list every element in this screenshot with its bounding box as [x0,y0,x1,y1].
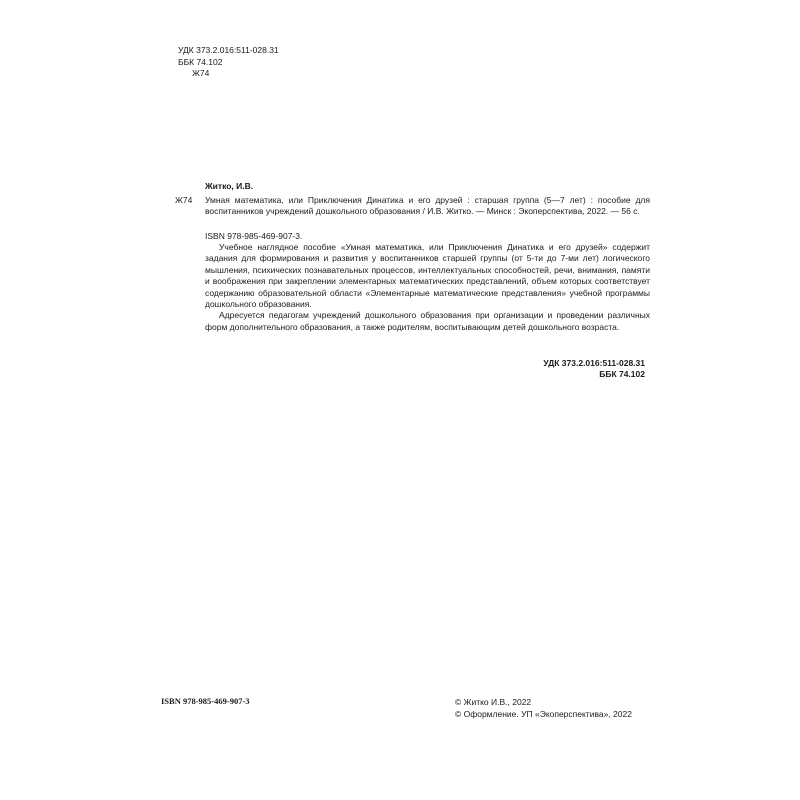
footer-isbn: ISBN 978-985-469-907-3 [161,696,250,706]
copyright-author: © Житко И.В., 2022 [455,697,532,707]
udk-code-bold: УДК 373.2.016:511-028.31 [543,358,645,368]
copyright-block [455,696,632,720]
bbk-code-bold: ББК 74.102 [599,369,645,380]
bbk-code: ББК 74.102 [178,56,223,67]
classification-header [178,45,279,80]
cutter-mark: Ж74 [175,195,193,205]
udk-code: УДК 373.2.016:511-028.31 [178,45,279,55]
annotation-paragraph: Учебное наглядное пособие «Умная математика, или Приключения Динатика и его друзей» содержит задания для формирования и развития у воспитанников старшей группы (от 5-ти до 7-ми лет) логического мышления, психических познавательных процессов, интеллектуальных способностей, речи, внимания, памяти и воображения при закреплении элементарных математических представлений, объем которых соответствует содержанию образовательной области «Элементарные математические представления» учебной программы дошкольного образования. [205,242,650,310]
isbn-line: ISBN 978-985-469-907-3. [205,231,303,241]
author-heading: Житко, И.В. [205,181,254,191]
annotation-paragraph: Адресуется педагогам учреждений дошкольного образования при организации и проведении различных форм дополнительного образования, а также родителям, воспитывающим детей дошкольного возраста. [205,310,650,332]
bibliographic-description: Умная математика, или Приключения Динатика и его друзей : старшая группа (5—7 лет) : пособие для воспитанников учреждений дошкольного образования / И.В. Житко. — Минск : Экоперспектива, 2022. — 56 с. [205,195,650,217]
cutter-code: Ж74 [192,68,210,78]
classification-codes [543,358,645,381]
copyright-design: © Оформление. УП «Экоперспектива», 2022 [455,709,632,719]
annotation [205,242,650,333]
